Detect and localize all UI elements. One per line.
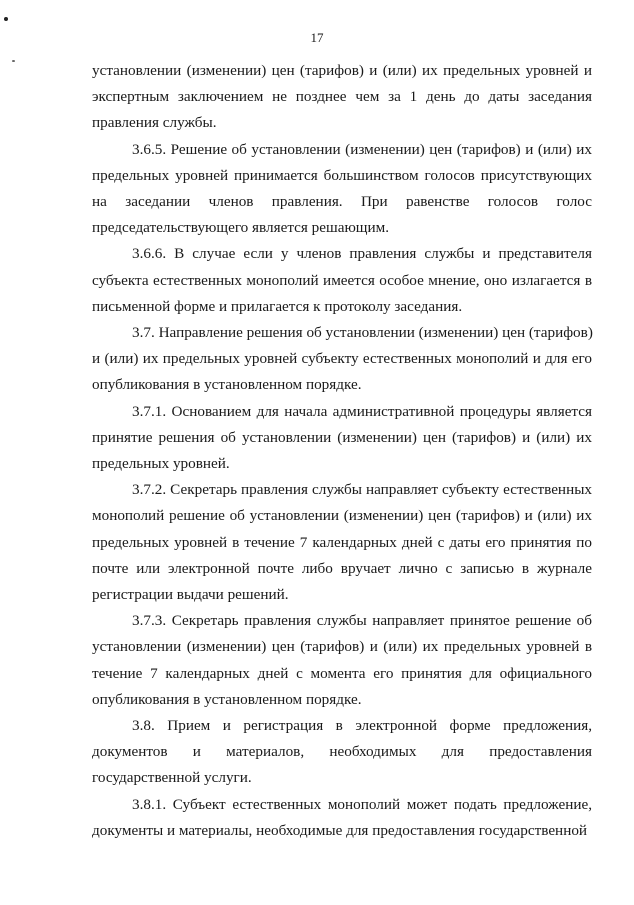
text-line: опубликования в установленном порядке.	[92, 690, 362, 708]
paragraph	[92, 608, 592, 713]
text-line: установлении (изменении) цен (тарифов) и (или) их предельных уровней и	[92, 62, 592, 79]
paragraph	[92, 58, 592, 137]
text-line: течение 7 календарных дней с момента его принятия для официального	[92, 664, 592, 682]
paragraph	[92, 241, 592, 320]
scan-mark	[12, 60, 15, 62]
paragraph	[92, 320, 592, 399]
text-line: почте или электронной почте либо вручает лично с записью в журнале	[92, 559, 592, 577]
text-line: 3.7. Направление решения об установлении (изменении) цен (тарифов)	[132, 324, 593, 342]
text-line: регистрации выдачи решений.	[92, 586, 289, 604]
text-line: субъекта естественных монополий имеется особое мнение, оно излагается в	[92, 271, 592, 289]
paragraph	[92, 477, 592, 608]
text-line: установлении (изменении) цен (тарифов) и (или) их предельных уровней в	[92, 638, 592, 656]
text-line: опубликования в установленном порядке.	[92, 376, 362, 394]
text-line: предельных уровней.	[92, 455, 230, 473]
text-line: документов и материалов, необходимых для предоставления	[92, 743, 592, 761]
text-line: предельных уровней принимается большинством голосов присутствующих	[92, 166, 592, 184]
text-line: документы и материалы, необходимые для предоставления государственной	[92, 821, 588, 839]
text-line: 3.8. Прием и регистрация в электронной форме предложения,	[132, 717, 592, 735]
text-line: и (или) их предельных уровней субъекту естественных монополий и для его	[92, 350, 592, 368]
document-body	[92, 58, 592, 844]
text-line: монополий решение об установлении (изменении) цен (тарифов) и (или) их	[92, 507, 592, 525]
text-line: 3.7.2. Секретарь правления службы направляет субъекту естественных	[132, 481, 592, 499]
text-line: 3.8.1. Субъект естественных монополий может подать предложение,	[132, 795, 592, 813]
paragraph	[92, 399, 592, 478]
text-line: председательствующего является решающим.	[92, 219, 390, 237]
text-line: на заседании членов правления. При равенстве голосов голос	[92, 193, 592, 211]
text-line: правления службы.	[92, 114, 217, 132]
text-line: 3.7.1. Основанием для начала административной процедуры является	[132, 402, 592, 420]
text-line: 3.6.5. Решение об установлении (изменении) цен (тарифов) и (или) их	[132, 140, 592, 158]
text-line: 3.6.6. В случае если у членов правления службы и представителя	[132, 245, 592, 263]
paragraph	[92, 792, 592, 844]
paragraph	[92, 713, 592, 792]
text-line: 3.7.3. Секретарь правления службы направляет принятое решение об	[132, 612, 592, 630]
text-line: письменной форме и прилагается к протоколу заседания.	[92, 297, 463, 315]
paragraph	[92, 137, 592, 242]
text-line: предельных уровней в течение 7 календарных дней с даты его принятия по	[92, 533, 592, 551]
page-number: 17	[310, 30, 324, 45]
text-line: государственной услуги.	[92, 769, 252, 787]
text-line: принятие решения об установлении (изменении) цен (тарифов) и (или) их	[92, 428, 592, 446]
scan-mark	[4, 17, 8, 21]
text-line: экспертным заключением не позднее чем за 1 день до даты заседания	[92, 88, 592, 106]
